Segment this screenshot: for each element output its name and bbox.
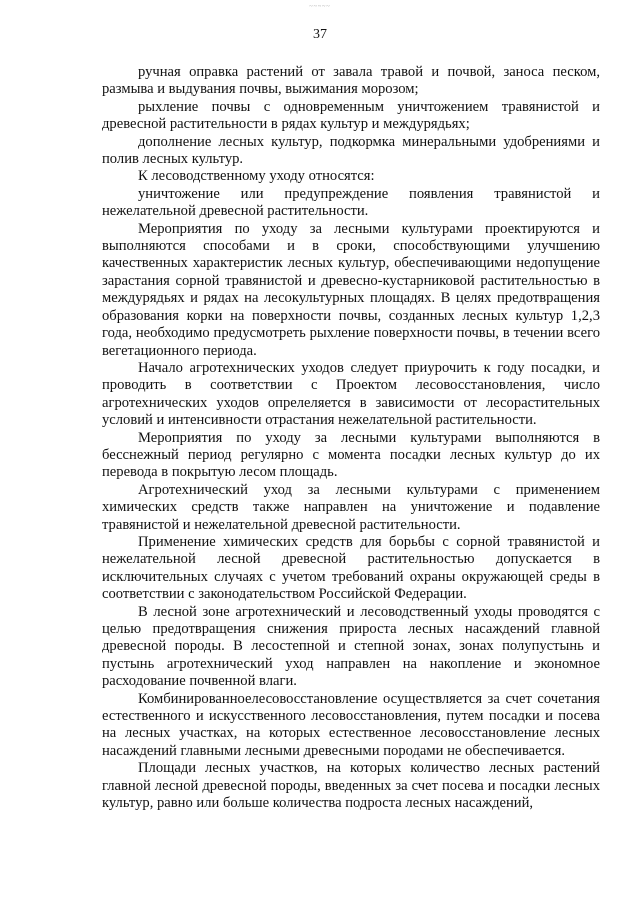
paragraph: ручная оправка растений от завала травой и почвой, заноса песком, размыва и выдувания почвы, выжимания морозом; — [102, 64, 600, 98]
paragraph: Комбинированноелесовосстановление осуществляется за счет сочетания естественного и искусственного лесовосстановления, путем посадки и посева на лесных участках, на которых естественное лесовосстановление лесных насаждений главными лесными древесными породами не обеспечивается. — [102, 690, 600, 759]
paragraph: Мероприятия по уходу за лесными культурами проектируются и выполняются способами и в сроки, способствующими улучшению качественных характеристик лесных культур, обеспечивающими недопущение зарастания сорной травянистой и древесно-кустарниковой растительностью в междурядьях и рядах на лесокультурных площадях. В целях предотвращения образования корки на поверхности почвы, созданных лесных культур 1,2,3 года, необходимо предусмотреть рыхление поверхности почвы, в течении всего вегетационного периода. — [102, 220, 600, 359]
paragraph: уничтожение или предупреждение появления травянистой и нежелательной древесной растительности. — [102, 185, 600, 220]
paragraph: дополнение лесных культур, подкормка минеральными удобрениями и полив лесных культур. — [102, 133, 600, 168]
paragraph: Мероприятия по уходу за лесными культурами выполняются в бесснежный период регулярно с момента посадки лесных культур до их перевода в покрытую лесом площадь. — [102, 429, 600, 481]
paragraph: Площади лесных участков, на которых количество лесных растений главной лесной древесной породы, введенных за счет посева и посадки лесных культур, равно или больше количества подроста лесных насаждений, — [102, 760, 600, 812]
paragraph: В лесной зоне агротехнический и лесоводственный уходы проводятся с целью предотвращения снижения прироста лесных насаждений главной древесной породы. В лесостепной и степной зонах, зонах полупустынь и пустынь агротехнический уход направлен на накопление и экономное расходование почвенной влаги. — [102, 603, 600, 690]
page-number: 37 — [313, 27, 327, 42]
header-mark: ~~~~~ — [309, 4, 331, 10]
paragraph: Агротехнический уход за лесными культурами с применением химических средств также направлен на уничтожение и подавление травянистой и нежелательной древесной растительности. — [102, 481, 600, 533]
body-text — [102, 64, 600, 812]
paragraph: Применение химических средств для борьбы с сорной травянистой и нежелательной лесной древесной растительностью допускается в исключительных случаях с учетом требований охраны окружающей среды в соответствии с законодательством Российской Федерации. — [102, 533, 600, 603]
paragraph: Начало агротехнических уходов следует приурочить к году посадки, и проводить в соответствии с Проектом лесовосстановления, число агротехнических уходов опрелеляется в зависимости от лесорастительных условий и интенсивности отрастания нежелательной растительности. — [102, 359, 600, 429]
paragraph: рыхление почвы с одновременным уничтожением травянистой и древесной растительности в рядах культур и междурядьях; — [102, 98, 600, 133]
paragraph: К лесоводственному уходу относятся: — [138, 168, 375, 185]
